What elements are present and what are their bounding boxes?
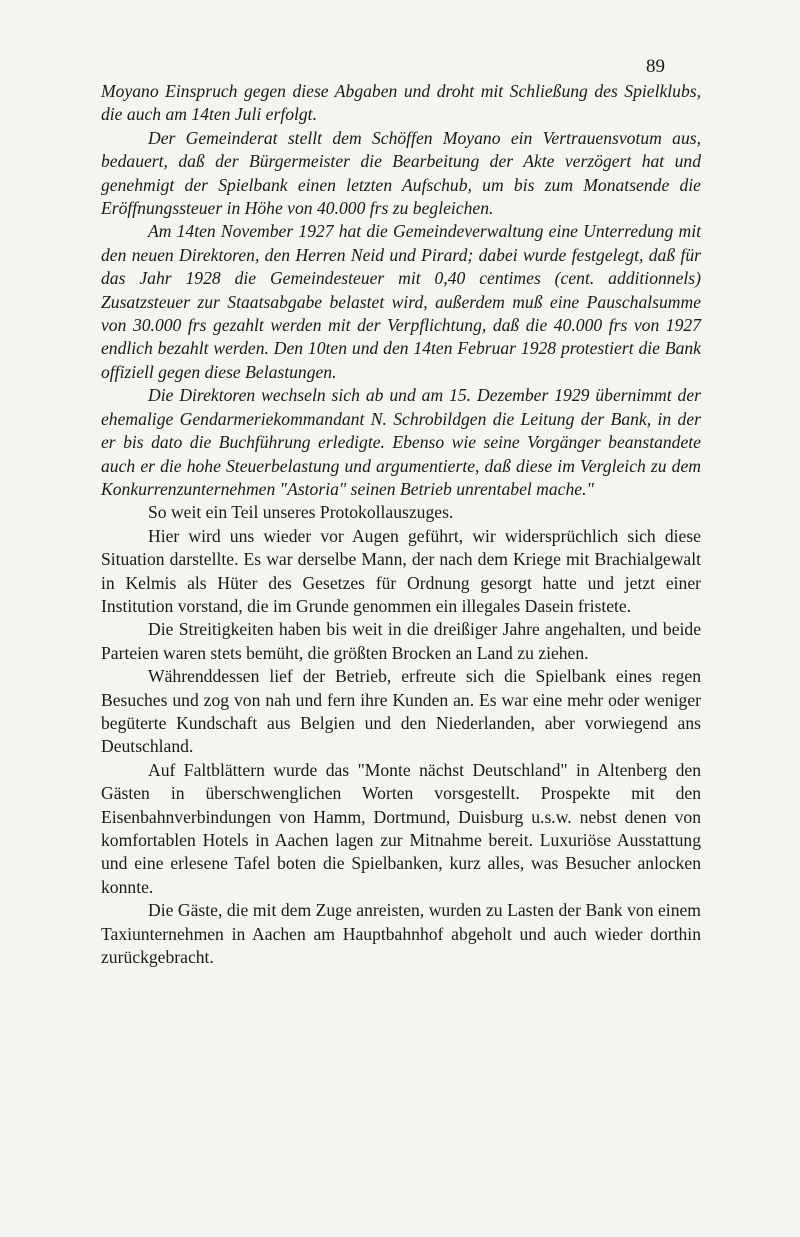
page-number: 89 [646,56,665,77]
body-text [101,80,701,969]
paragraph-6: Hier wird uns wieder vor Augen geführt, wir widersprüchlich sich diese Situation darstellte. Es war derselbe Mann, der nach dem Kriege mit Brachialgewalt in Kelmis als Hüter des Gesetzes für Ordnung gesorgt hatte und jetzt einer Institution vorstand, die im Grunde genommen ein illegales Dasein fristete. [101,525,701,616]
paragraph-9: Auf Faltblättern wurde das "Monte nächst Deutschland" in Altenberg den Gästen in überschwenglichen Worten vorsgestellt. Prospekte mit den Eisenbahnverbindungen von Hamm, Dortmund, Duisburg u.s.w. nebst denen von komfortablen Hotels in Aachen lagen zur Mitnahme bereit. Luxuriöse Ausstattung und eine erlesene Tafel boten die Spielbanken, kurz alles, was Besucher anlocken konnte. [101,759,701,897]
paragraph-quote-1: Moyano Einspruch gegen diese Abgaben und droht mit Schließung des Spielklubs, die auch am 14ten Juli erfolgt. [101,81,701,125]
paragraph-7: Die Streitigkeiten haben bis weit in die dreißiger Jahre angehalten, und beide Parteien waren stets bemüht, die größten Brocken an Land zu ziehen. [101,619,701,663]
paragraph-quote-3: Am 14ten November 1927 hat die Gemeindeverwaltung eine Unterredung mit den neuen Direktoren, den Herren Neid und Pirard; dabei wurde festgelegt, daß für das Jahr 1928 die Gemeindesteuer mit 0,40 centimes (cent. additionnels) Zusatzsteuer zur Staatsabgabe belastet wird, außerdem muß eine Pauschalsumme von 30.000 frs gezahlt werden mit der Verpflichtung, daß die 40.000 frs von 1927 endlich bezahlt werden. Den 10ten und den 14ten Februar 1928 protestiert die Bank offiziell gegen diese Belastungen. [101,221,701,382]
paragraph-quote-2: Der Gemeinderat stellt dem Schöffen Moyano ein Vertrauensvotum aus, bedauert, daß der Bürgermeister die Bearbeitung der Akte verzögert hat und genehmigt der Spielbank einen letzten Aufschub, um bis zum Monatsende die Eröffnungssteuer in Höhe von 40.000 frs zu begleichen. [101,127,701,219]
paragraph-10: Die Gäste, die mit dem Zuge anreisten, wurden zu Lasten der Bank von einem Taxiunternehmen in Aachen am Hauptbahnhof abgeholt und auch wieder dorthin zurückgebracht. [101,900,701,968]
paragraph-quote-4: Die Direktoren wechseln sich ab und am 15. Dezember 1929 übernimmt der ehemalige Gendarmeriekommandant N. Schrobildgen die Leitung der Bank, in der er bis dato die Buchführung erledigte. Ebenso wie seine Vorgänger beanstandete auch er die hohe Steuerbelastung und argumentierte, daß diese im Vergleich zu dem Konkurrenzunternehmen "Astoria" seinen Betrieb unrentabel mache." [101,385,701,499]
paragraph-8: Währenddessen lief der Betrieb, erfreute sich die Spielbank eines regen Besuches und zog von nah und fern ihre Kunden an. Es war eine mehr oder weniger begüterte Kundschaft aus Belgien und den Niederlanden, aber vorwiegend ans Deutschland. [101,666,701,757]
paragraph-5: So weit ein Teil unseres Protokollauszuges. [148,502,454,523]
